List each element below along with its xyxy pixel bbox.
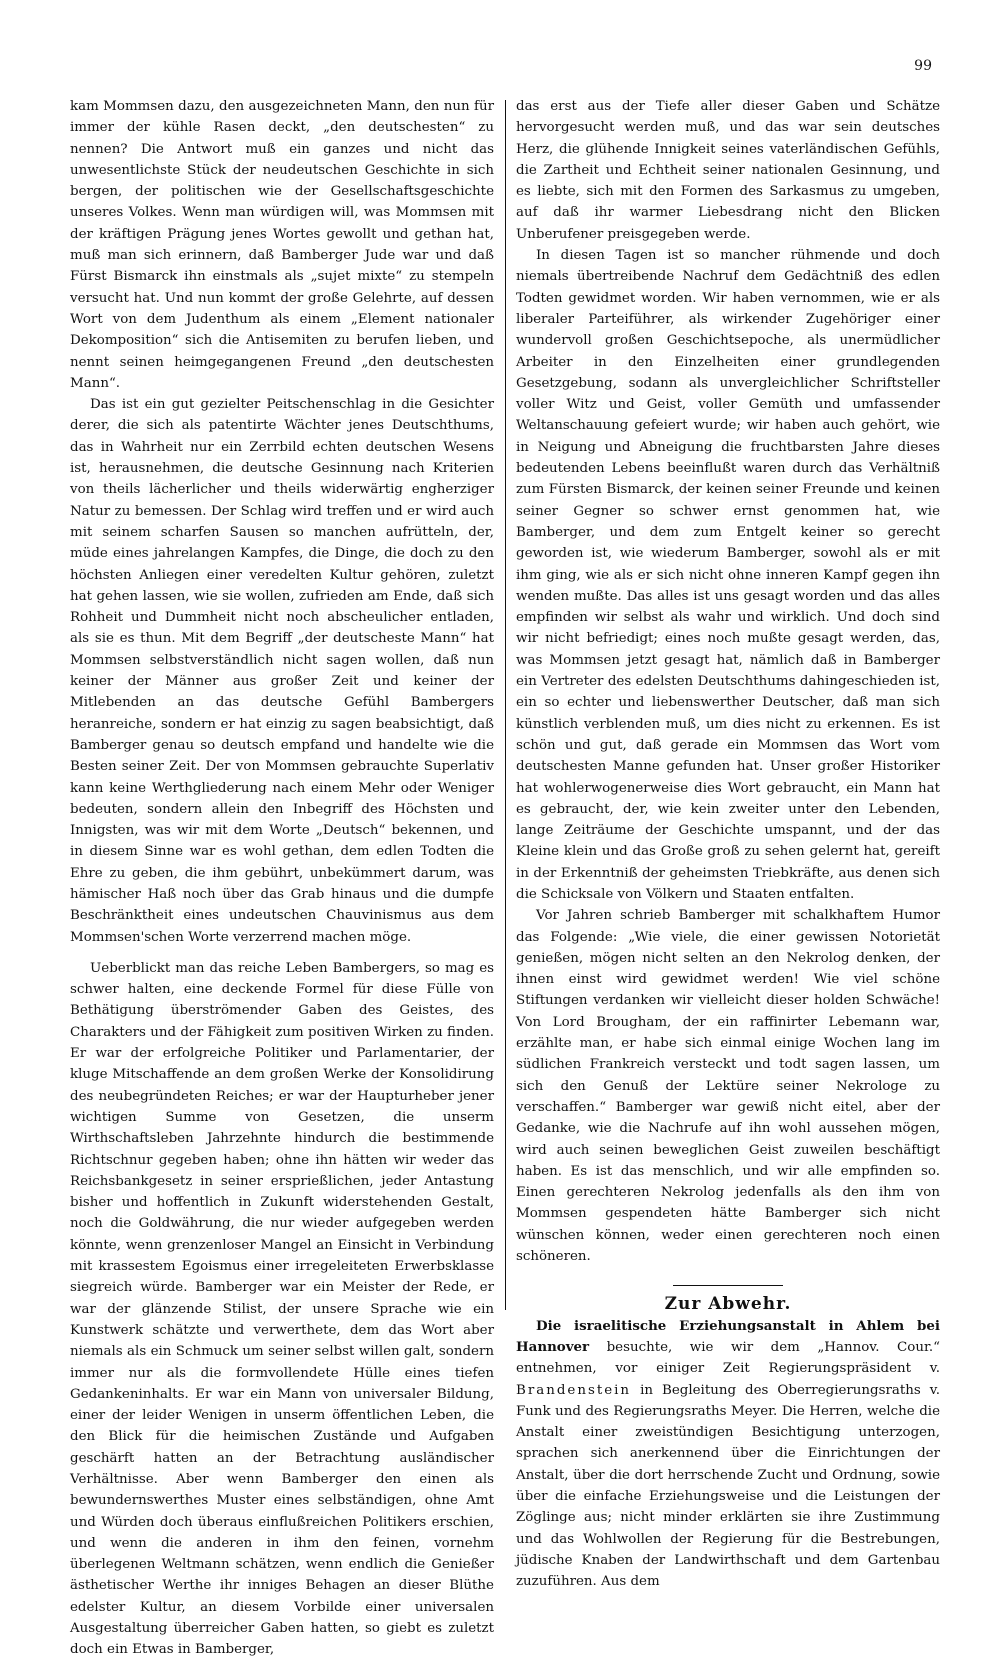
section-heading: Zur Abwehr. (664, 1294, 792, 1315)
right-paragraph-2: In diesen Tagen ist so mancher rühmende und doch niemals übertreibende Nachruf dem Gedächtniß des edlen Todten gewidmet worden. Wir haben vernommen, wie er als liberaler Parteiführer, als wirkender Zugehöriger einer wundervoll großen Geschichtsepoche, als unermüdlicher Arbeiter in den Einzelheiten einer grundlegenden Gesetzgebung, sodann als unvergleichlicher Schriftsteller voller Witz und Geist, voller Gemüth und umfassender Weltanschauung gefeiert wurde; wir haben auch gehört, wie in Neigung und Abneigung die fruchtbarsten Jahre dieses bedeutenden Lebens beeinflußt waren durch das Verhältniß zum Fürsten Bismarck, der keinen seiner Freunde und keinen seiner Gegner so schwer ernst genommen hat, wie Bamberger, und dem zum Entgelt keiner so gerecht geworden ist, wie wiederum Bamberger, sowohl als er mit ihm ging, wie als er sich nicht ohne inneren Kampf gegen ihn wenden mußte. Das alles ist uns gesagt worden und das alles empfinden wir selbst als wahr und wirklich. Und doch sind wir nicht befriedigt; eines noch mußte gesagt werden, das, was Mommsen jetzt gesagt hat, nämlich daß in Bamberger ein Vertreter des edelsten Deutschthums dahingeschieden ist, ein so echter und liebenswerther Deutscher, daß man sich künstlich verblenden muß, um dies nicht zu erkennen. Es ist schön und gut, daß gerade ein Mommsen das Wort vom deutschesten Manne gefunden hat. Unser großer Historiker hat wohlerwogenerweise dies Wort gebraucht, ein Mann hat es gebraucht, der, wie kein zweiter unter den Lebenden, lange Zeiträume der Geschichte umspannt, und der das Kleine klein und das Große groß zu sehen gelernt hat, gereift in der Erkenntniß der geheimsten Triebkräfte, aus denen sich die Schicksale von Völkern und Staaten entfalten. (516, 248, 940, 902)
right-paragraph-1: das erst aus der Tiefe aller dieser Gaben und Schätze hervorgesucht werden muß, und das war sein deutsches Herz, die glühende Innigkeit seines vaterländischen Gefühls, die Zartheit und Echtheit seiner nationalen Gesinnung, und es liebte, sich mit den Formen des Sarkasmus zu umgeben, auf daß ihr warmer Liebesdrang nicht den Blicken Unberufener preisgegeben werde. (516, 99, 940, 242)
left-paragraph-3: Ueberblickt man das reiche Leben Bambergers, so mag es schwer halten, eine deckende Formel für diese Fülle von Bethätigung überströmender Gaben des Geistes, des Charakters und der Fähigkeit zum positiven Wirken zu finden. Er war der erfolgreiche Politiker und Parlamentarier, der kluge Mitschaffende an dem großen Werke der Konsolidirung des neubegründeten Reiches; er war der Haupturheber jener wichtigen Summe von Gesetzen, die unserm Wirthschaftsleben Jahrzehnte hindurch die bestimmende Richtschnur gegeben haben; ohne ihn hätten wir weder das Reichsbankgesetz in seiner ersprießlichen, jeder Antastung bisher und hoffentlich in Zukunft widerstehenden Gestalt, noch die Goldwährung, die nur wieder aufgegeben werden könnte, wenn grenzenloser Mangel an Einsicht in Verbindung mit krassestem Egoismus einer irregeleiteten Erwerbsklasse siegreich würde. Bamberger war ein Meister der Rede, er war der glänzende Stilist, der unsere Sprache wie ein Kunstwerk schätzte und verwerthete, dem das Wort aber niemals als ein Schmuck um seiner selbst willen galt, sondern immer nur als die formvollendete Hülle eines tiefen Gedankeninhalts. Er war ein Mann von universaler Bildung, einer der leider Wenigen in unserm öffentlichen Leben, die den Blick für die heimischen Zustände und Aufgaben geschärft hatten an der Betrachtung ausländischer Verhältnisse. Aber wenn Bamberger den einen als bewundernswerthes Muster eines selbständigen, ohne Amt und Würden doch überaus einflußreichen Politikers erschien, und wenn die anderen in ihm den feinen, vornehm überlegenen Weltmann schätzen, wenn endlich die Genießer ästhetischer Werthe ihr inniges Behagen an dieser Blüthe edelster Kultur, an diesem Vorbilde einer universalen Ausgestaltung überreicher Gaben hatten, so giebt es zuletzt doch ein Etwas in Bamberger, (70, 960, 494, 1658)
right-paragraph-4 (516, 1316, 940, 1593)
text-columns (70, 96, 940, 1658)
left-column (70, 96, 494, 1658)
article-text-a: besuchte, wie wir dem „Hannov. Cour.“ entnehmen, vor einiger Zeit Regierungspräsident v. (516, 1339, 940, 1377)
right-column (516, 96, 940, 1590)
spaced-name: Brandenstein (516, 1382, 632, 1398)
column-divider (505, 100, 506, 1310)
left-paragraph-1: kam Mommsen dazu, den ausgezeichneten Mann, den nun für immer der kühle Rasen deckt, „den deutschesten“ zu nennen? Die Antwort muß ein ganzes und nicht das unwesentlichste Stück der neudeutschen Geschichte in sich bergen, der politischen wie der Gesellschaftsgeschichte unseres Volkes. Wenn man würdigen will, was Mommsen mit der kräftigen Prägung jenes Wortes gewollt und gethan hat, muß man sich erinnern, daß Bamberger Jude war und daß Fürst Bismarck ihn einstmals als „sujet mixte“ zu stempeln versucht hat. Und nun kommt der große Gelehrte, auf dessen Wort von dem Judenthum als einem „Element nationaler Dekomposition“ sich die Antisemiten zu berufen lieben, und nennt seinen heimgegangenen Freund „den deutschesten Mann“. (70, 99, 494, 391)
section-rule (673, 1285, 783, 1286)
article-lead: Die israelitische Erziehungsanstalt in Ahlem bei Hannover (516, 1317, 940, 1355)
page-number: 99 (914, 58, 932, 74)
article-text-b: in Begleitung des Oberregierungsraths v. Funk und des Regierungsraths Meyer. Die Herren, welche die Anstalt einer zweistündigen Besichtigung unterzogen, sprachen sich anerkennend über die Einrichtungen der Anstalt, über die dort herrschende Zucht und Ordnung, sowie über die einfache Erziehungsweise und die Leistungen der Zöglinge aus; nicht minder erklärten sie ihre Zustimmung und das Wohlwollen der Regierung für die Bestrebungen, jüdische Knaben der Landwirthschaft und dem Gartenbau zuzuführen. Aus dem (516, 1382, 940, 1590)
right-paragraph-3: Vor Jahren schrieb Bamberger mit schalkhaftem Humor das Folgende: „Wie viele, die einer gewissen Notorietät genießen, mögen nicht selten an den Nekrolog denken, der ihnen einst wird gewidmet werden! Wie viel schöne Stiftungen verdanken wir vielleicht dieser holden Schwäche! Von Lord Brougham, der ein raffinirter Lebemann war, erzählte man, er habe sich einmal einige Wochen lang im südlichen Frankreich versteckt und todt sagen lassen, um sich den Genuß der Lektüre seiner Nekrologe zu verschaffen.“ Bamberger war gewiß nicht eitel, aber der Gedanke, wie die Nachrufe auf ihn wohl aussehen mögen, wird auch seinen beweglichen Geist zuweilen beschäftigt haben. Es ist das menschlich, und wir alle empfinden so. Einen gerechteren Nekrolog jedenfalls als den ihm von Mommsen gespendeten hätte Bamberger sich nicht wünschen können, weder einen gerechteren noch einen schöneren. (516, 908, 940, 1265)
left-paragraph-2: Das ist ein gut gezielter Peitschenschlag in die Gesichter derer, die sich als patentirte Wächter jenes Deutschthums, das in Wahrheit nur ein Zerrbild echten deutschen Wesens ist, herausnehmen, die deutsche Gesinnung nach Kriterien von theils lächerlicher und theils widerwärtig engherziger Natur zu bemessen. Der Schlag wird treffen und er wird auch mit seinem scharfen Sausen so manchen aufrütteln, der, müde eines jahrelangen Kampfes, die Dinge, die doch zu den höchsten Anliegen einer veredelten Kultur gehören, zuletzt hat gehen lassen, wie sie wollen, zufrieden am Ende, daß sich Rohheit und Dummheit nicht noch abscheulicher entladen, als sie es thun. Mit dem Begriff „der deutscheste Mann“ hat Mommsen selbstverständlich nicht sagen wollen, daß nun keiner der Männer aus großer Zeit und keiner der Mitlebenden an das deutsche Gefühl Bambergers heranreiche, sondern er hat einzig zu sagen beabsichtigt, daß Bamberger genau so deutsch empfand und handelte wie die Besten seiner Zeit. Der von Mommsen gebrauchte Superlativ kann keine Werthgliederung nach einem Mehr oder Weniger bedeuten, sondern allein den Inbegriff des Höchsten und Innigsten, was wir mit dem Worte „Deutsch“ bekennen, und in diesem Sinne war es wohl gethan, dem edlen Todten die Ehre zu geben, die ihm gebührt, unbekümmert darum, was hämischer Haß noch über das Grab hinaus und die dumpfe Beschränktheit eines undeutschen Chauvinismus aus dem Mommsen'schen Worte verzerrend machen möge. (70, 397, 494, 945)
